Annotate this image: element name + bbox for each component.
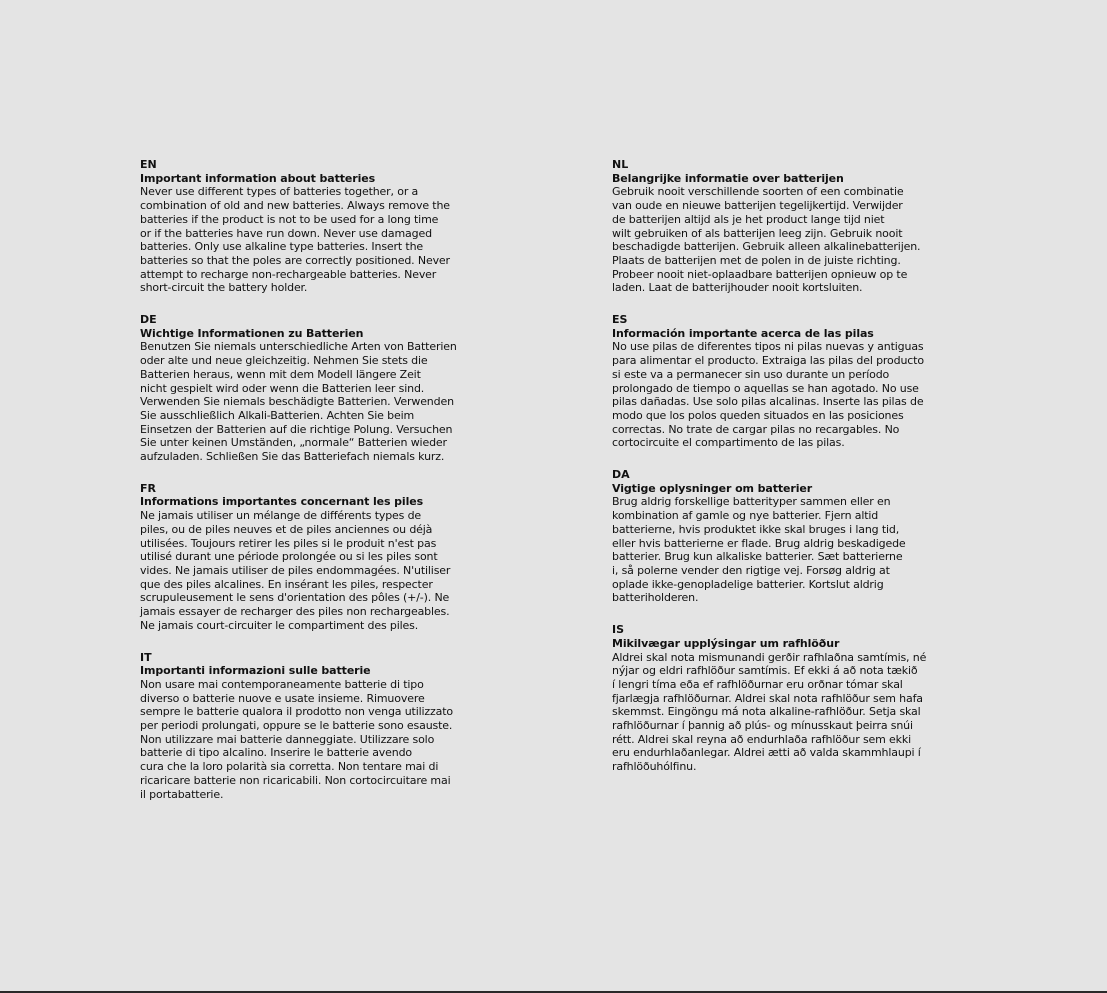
section-body: Non usare mai contemporaneamente batterie di tipo diverso o batterie nuove e usate insieme. Rimuovere sempre le batterie qualora il prodotto non venga utilizzato per periodi prolungati, oppure se le batterie sono esauste. Non utilizzare mai batterie danneggiate. Utilizzare solo batterie di tipo alcalino. Inserire le batterie avendo cura che la loro polarità sia corretta. Non tentare mai di ricaricare batterie non ricaricabili. Non cortocircuitare mai il portabatterie. [140, 677, 454, 801]
section-title: Wichtige Informationen zu Batterien [140, 326, 364, 340]
section-title: Important information about batteries [140, 171, 376, 185]
language-code: IT [140, 650, 152, 664]
language-code: EN [140, 158, 157, 171]
right-column [612, 158, 962, 792]
section-body: Never use different types of batteries together, or a combination of old and new batteries. Always remove the batteries if the product is not to be used for a long time or if the batteries have run down. Never use damaged batteries. Only use alkaline type batteries. Insert the batteries so that the poles are correctly positioned. Never attempt to recharge non-rechargeable batteries. Never short-circuit the battery holder. [140, 185, 450, 295]
section-body: Brug aldrig forskellige batterityper sammen eller en kombination af gamle og nye batterier. Fjern altid batterierne, hvis produktet ikke skal bruges i lang tid, eller hvis batterierne er flade. Brug aldrig beskadigede batterier. Brug kun alkaliske batterier. Sæt batterierne i, så polerne vender den rigtige vej. Forsøg aldrig at oplade ikke-genopladelige batterier. Kortslut aldrig batteriholderen. [612, 495, 906, 605]
section-da [612, 468, 962, 605]
section-body: Gebruik nooit verschillende soorten of een combinatie van oude en nieuwe batterijen tegelijkertijd. Verwijder de batterijen altijd als je het product lange tijd niet wilt gebruiken of als batterijen leeg zijn. Gebruik nooit beschadigde batterijen. Gebruik alleen alkalinebatterijen. Plaats de batterijen met de polen in de juiste richting. Probeer nooit niet-oplaadbare batterijen opnieuw op te laden. Laat de batterijhouder nooit kortsluiten. [612, 185, 921, 295]
language-code: FR [140, 481, 156, 495]
language-code: DA [612, 468, 630, 482]
section-nl [612, 158, 962, 295]
section-body: Aldrei skal nota mismunandi gerðir rafhlaðna samtímis, né nýjar og eldri rafhlöður samtímis. Ef ekki á að nota tækið í lengri tíma eða ef rafhlöðurnar eru orðnar tómar skal fjarlægja rafhlöðurnar. Aldrei skal nota rafhlöður sem hafa skemmst. Eingöngu má nota alkaline-rafhlöður. Setja skal rafhlöðurnar í þannig að plús- og mínusskaut þeirra snúi rétt. Aldrei skal reyna að endurhlaða rafhlöður sem ekki eru endurhlaðanlegar. Aldrei ætti að valda skammhlaupi í rafhlöðuhólfinu. [612, 650, 927, 774]
section-body: Benutzen Sie niemals unterschiedliche Arten von Batterien oder alte und neue gleichzeitig. Nehmen Sie stets die Batterien heraus, wenn mit dem Modell längere Zeit nicht gespielt wird oder wenn die Batterien leer sind. Verwenden Sie niemals beschädigte Batterien. Verwenden Sie ausschließlich Alkali-Batterien. Achten Sie beim Einsetzen der Batterien auf die richtige Polung. Versuchen Sie unter keinen Umständen, „normale“ Batterien wieder aufzuladen. Schließen Sie das Batteriefach niemals kurz. [140, 340, 457, 464]
left-column [140, 158, 490, 819]
section-title: Información importante acerca de las pilas [612, 326, 874, 340]
section-en [140, 158, 490, 295]
section-title: Vigtige oplysninger om batterier [612, 481, 813, 495]
language-code: DE [140, 313, 157, 327]
section-title: Informations importantes concernant les piles [140, 495, 424, 509]
section-it [140, 651, 490, 802]
section-body: Ne jamais utiliser un mélange de différents types de piles, ou de piles neuves et de piles anciennes ou déjà utilisées. Toujours retirer les piles si le produit n'est pas utilisé durant une période prolongée ou si les piles sont vides. Ne jamais utiliser de piles endommagées. N'utiliser que des piles alcalines. En insérant les piles, respecter scrupuleusement le sens d'orientation des pôles (+/-). Ne jamais essayer de recharger des piles non rechargeables. Ne jamais court-circuiter le compartiment des piles. [140, 509, 451, 632]
section-title: Belangrijke informatie over batterijen [612, 171, 844, 185]
language-code: IS [612, 623, 625, 637]
section-de [140, 313, 490, 464]
language-code: NL [612, 158, 629, 171]
section-is [612, 623, 962, 774]
section-body: No use pilas de diferentes tipos ni pilas nuevas y antiguas para alimentar el producto. Extraiga las pilas del producto si este va a permanecer sin uso durante un período prolongado de tiempo o aquellas se han agotado. No use pilas dañadas. Use solo pilas alcalinas. Inserte las pilas de modo que los polos queden situados en las posiciones correctas. No trate de cargar pilas no recargables. No cortocircuite el compartimento de las pilas. [612, 340, 924, 450]
section-title: Importanti informazioni sulle batterie [140, 664, 371, 678]
language-code: ES [612, 313, 628, 327]
section-title: Mikilvægar upplýsingar um rafhlöður [612, 636, 840, 650]
section-es [612, 313, 962, 450]
section-fr [140, 482, 490, 633]
